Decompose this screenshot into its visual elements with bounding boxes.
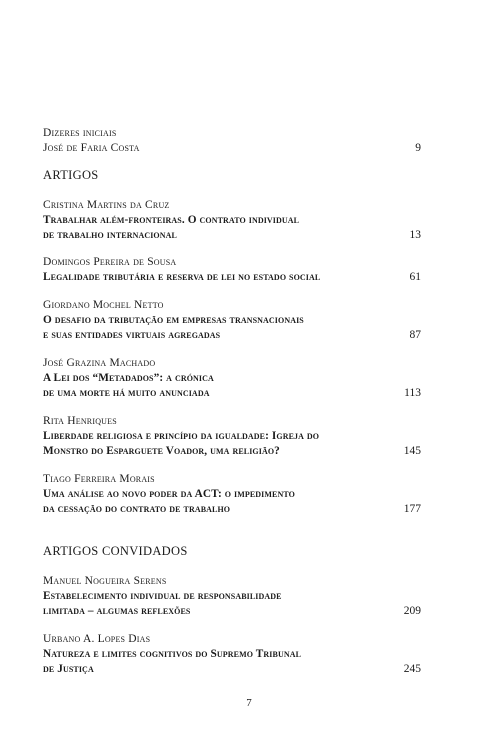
entry-author: José Grazina Machado [43,357,156,369]
entry-author: Rita Henriques [43,415,117,427]
entry-title: Monstro do Esparguete Voador, uma religião? [43,445,280,457]
section-title: ARTIGOS [43,168,99,182]
entry-title: Uma análise ao novo poder da ACT: o impedimento [43,488,295,500]
intro-heading: Dizeres iniciais [43,127,117,139]
entry-title: Natureza e limites cognitivos do Supremo Tribunal [43,648,302,660]
page-number: 13 [409,229,421,241]
page-number: 245 [403,663,421,675]
entry-title: de trabalho internacional [43,229,177,241]
entry-title: Liberdade religiosa e princípio da igualdade: Igreja do [43,430,320,442]
entry-author: Tiago Ferreira Morais [43,473,155,485]
entry-author: Manuel Nogueira Serens [43,575,167,587]
entry-title: Estabelecimento individual de responsabilidade [43,590,282,602]
page-number: 113 [404,387,421,399]
entry-title: de Justiça [43,663,94,675]
entry-author: Domingos Pereira de Sousa [43,256,177,268]
page-number: 209 [403,605,421,617]
entry-author: Cristina Martins da Cruz [43,199,170,211]
page-number: 177 [403,503,421,515]
page-number: 87 [409,329,421,341]
entry-title: da cessação do contrato de trabalho [43,503,231,515]
entry-title: Legalidade tributária e reserva de lei no estado social [43,271,321,283]
page-number: 9 [415,142,421,154]
section-title: ARTIGOS CONVIDADOS [43,544,188,558]
page-number: 145 [403,445,421,457]
entry-author: Urbano A. Lopes Dias [43,633,151,645]
entry-title: limitada – algumas reflexões [43,605,191,617]
entry-title: O desafio da tributação em empresas transnacionais [43,314,304,326]
entry-author: Giordano Mochel Netto [43,299,164,311]
entry-title: de uma morte há muito anunciada [43,387,210,399]
entry-title: e suas entidades virtuais agregadas [43,329,221,341]
page-number: 61 [409,271,421,283]
entry-title: A Lei dos “Metadados”: a crónica [43,372,214,384]
intro-author: José de Faria Costa [43,142,140,154]
folio-page-number: 7 [246,697,252,709]
entry-title: Trabalhar além-fronteiras. O contrato individual [43,214,300,226]
